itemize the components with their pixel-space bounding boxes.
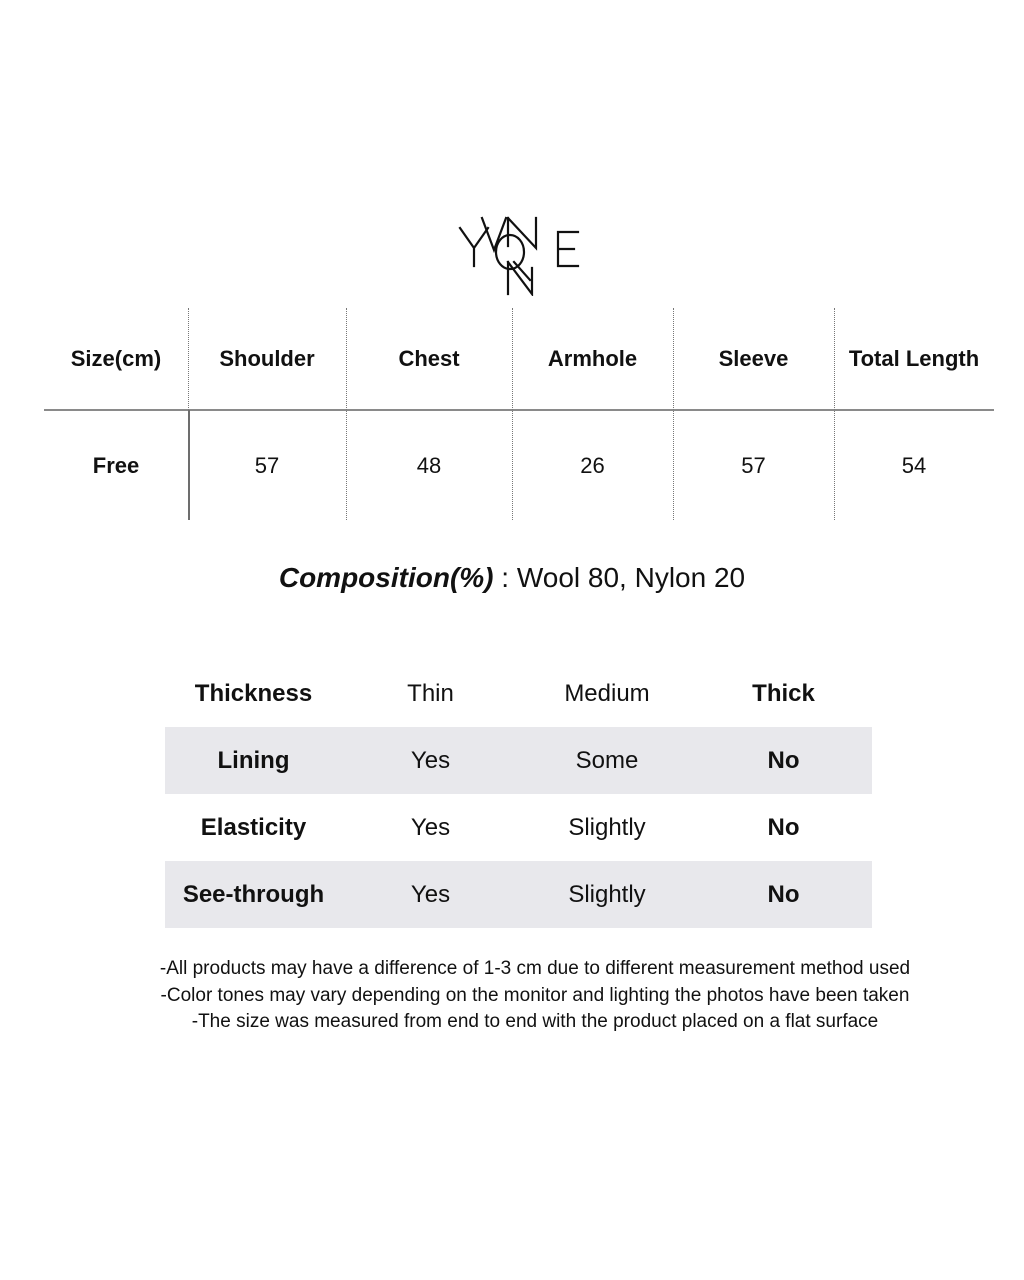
column-divider <box>673 308 674 520</box>
attribute-label: Elasticity <box>200 813 307 841</box>
size-table <box>44 308 994 520</box>
header-shoulder: Shoulder <box>219 346 315 371</box>
fabric-row-lining <box>165 727 872 794</box>
fabric-row-thickness <box>165 660 872 727</box>
column-divider <box>512 308 513 520</box>
column-divider <box>188 308 189 410</box>
armhole-value: 26 <box>580 453 605 478</box>
fabric-row-elasticity <box>165 794 872 861</box>
column-divider <box>346 308 347 520</box>
header-sleeve: Sleeve <box>718 346 789 371</box>
option-2: Some <box>575 746 639 774</box>
table-row <box>44 412 994 520</box>
header-total-length: Total Length <box>848 346 980 371</box>
shoulder-value: 57 <box>254 453 280 478</box>
size-value: Free <box>92 453 140 478</box>
column-divider <box>834 308 835 520</box>
chest-value: 48 <box>416 453 442 478</box>
sleeve-value: 57 <box>741 453 766 478</box>
fabric-row-see-through <box>165 861 872 928</box>
attribute-label: See-through <box>182 880 325 908</box>
note-measurement: -All products may have a difference of 1-3 cm due to different measurement method used <box>159 958 911 979</box>
note-flat-surface: -The size was measured from end to end with the product placed on a flat surface <box>191 1011 879 1032</box>
fabric-properties-table <box>165 660 872 928</box>
notes <box>0 956 1024 1036</box>
header-divider <box>44 409 994 411</box>
composition-value: Wool 80, Nylon 20 <box>516 562 746 593</box>
option-1: Yes <box>410 813 451 841</box>
total-length-value: 54 <box>901 453 927 478</box>
header-chest: Chest <box>398 346 460 371</box>
size-table-header-row <box>44 308 994 410</box>
option-1: Yes <box>410 746 451 774</box>
header-size: Size(cm) <box>70 346 162 371</box>
option-selected: Thick <box>752 679 815 707</box>
composition-label: Composition(%) <box>278 562 494 593</box>
option-2: Slightly <box>568 880 646 908</box>
header-armhole: Armhole <box>547 346 638 371</box>
attribute-label: Thickness <box>194 679 313 707</box>
attribute-label: Lining <box>217 746 290 774</box>
note-color: -Color tones may vary depending on the monitor and lighting the photos have been taken <box>160 984 910 1006</box>
composition-line <box>0 558 1024 598</box>
option-selected: No <box>767 813 800 841</box>
option-2: Medium <box>564 679 650 707</box>
option-1: Yes <box>410 880 451 908</box>
option-1: Thin <box>407 679 454 707</box>
yvonne-logo-mark <box>452 210 588 296</box>
option-selected: No <box>767 880 800 908</box>
column-divider <box>188 410 190 520</box>
brand-logo <box>452 210 588 296</box>
composition-separator: : <box>493 562 517 593</box>
option-2: Slightly <box>568 813 646 841</box>
option-selected: No <box>767 746 800 774</box>
